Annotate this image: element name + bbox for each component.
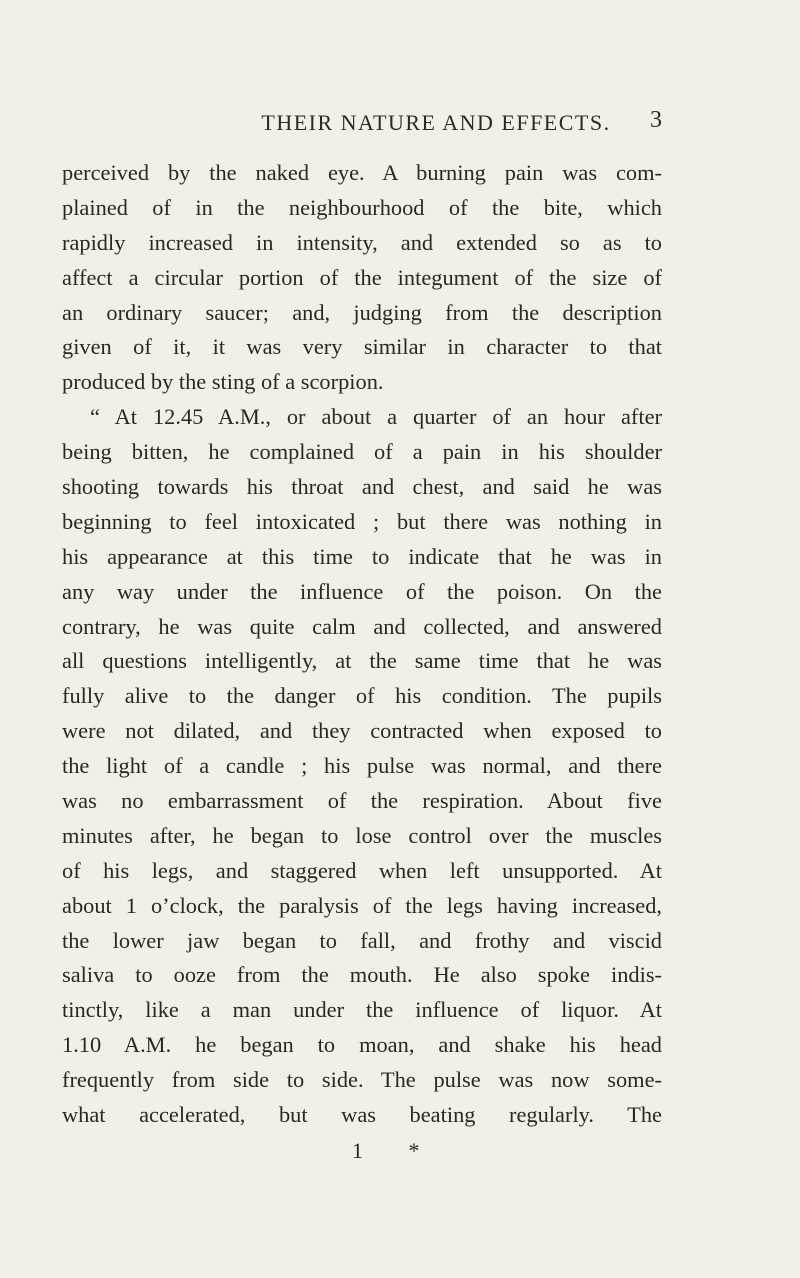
text-line: was no embarrassment of the respiration. About five	[62, 788, 662, 814]
running-head: THEIR NATURE AND EFFECTS.	[261, 110, 611, 135]
text-line: affect a circular portion of the integument of the size of	[62, 264, 662, 290]
text-line: fully alive to the danger of his condition. The pupils	[62, 683, 662, 709]
text-line: minutes after, he began to lose control over the muscles	[62, 822, 662, 848]
body-text	[62, 156, 662, 1133]
page-number: 3	[650, 107, 662, 133]
text-line: his appearance at this time to indicate that he was in	[62, 543, 662, 569]
text-line: all questions intelligently, at the same time that he was	[62, 648, 662, 674]
text-line: the lower jaw began to fall, and frothy and viscid	[62, 927, 662, 953]
text-line: any way under the influence of the poison. On the	[62, 578, 662, 604]
text-line: saliva to ooze from the mouth. He also spoke indis-	[62, 962, 662, 988]
text-line: plained of in the neighbourhood of the bite, which	[62, 194, 662, 220]
text-line: 1.10 A.M. he began to moan, and shake his head	[62, 1032, 662, 1058]
text-line: contrary, he was quite calm and collected, and answered	[62, 613, 662, 639]
text-line: frequently from side to side. The pulse was now some-	[62, 1067, 662, 1093]
text-line: about 1 o’clock, the paralysis of the legs having increased,	[62, 892, 662, 918]
text-line: tinctly, like a man under the influence of liquor. At	[62, 997, 662, 1023]
text-line: what accelerated, but was beating regularly. The	[62, 1102, 662, 1128]
text-line: were not dilated, and they contracted when exposed to	[62, 718, 662, 744]
text-line: the light of a candle ; his pulse was normal, and there	[62, 753, 662, 779]
text-line: beginning to feel intoxicated ; but there was nothing in	[62, 508, 662, 534]
text-line: being bitten, he complained of a pain in his shoulder	[62, 439, 662, 465]
text-line: produced by the sting of a scorpion.	[62, 369, 384, 395]
text-line: perceived by the naked eye. A burning pain was com-	[62, 160, 662, 185]
text-line: of his legs, and staggered when left unsupported. At	[62, 857, 662, 883]
text-line: shooting towards his throat and chest, and said he was	[62, 474, 662, 500]
text-line: “ At 12.45 A.M., or about a quarter of an hour after	[90, 404, 662, 430]
text-line: rapidly increased in intensity, and extended so as to	[62, 229, 662, 255]
text-line: given of it, it was very similar in character to that	[62, 334, 662, 360]
text-line: an ordinary saucer; and, judging from the description	[62, 299, 662, 325]
signature-mark: 1 *	[352, 1138, 440, 1163]
